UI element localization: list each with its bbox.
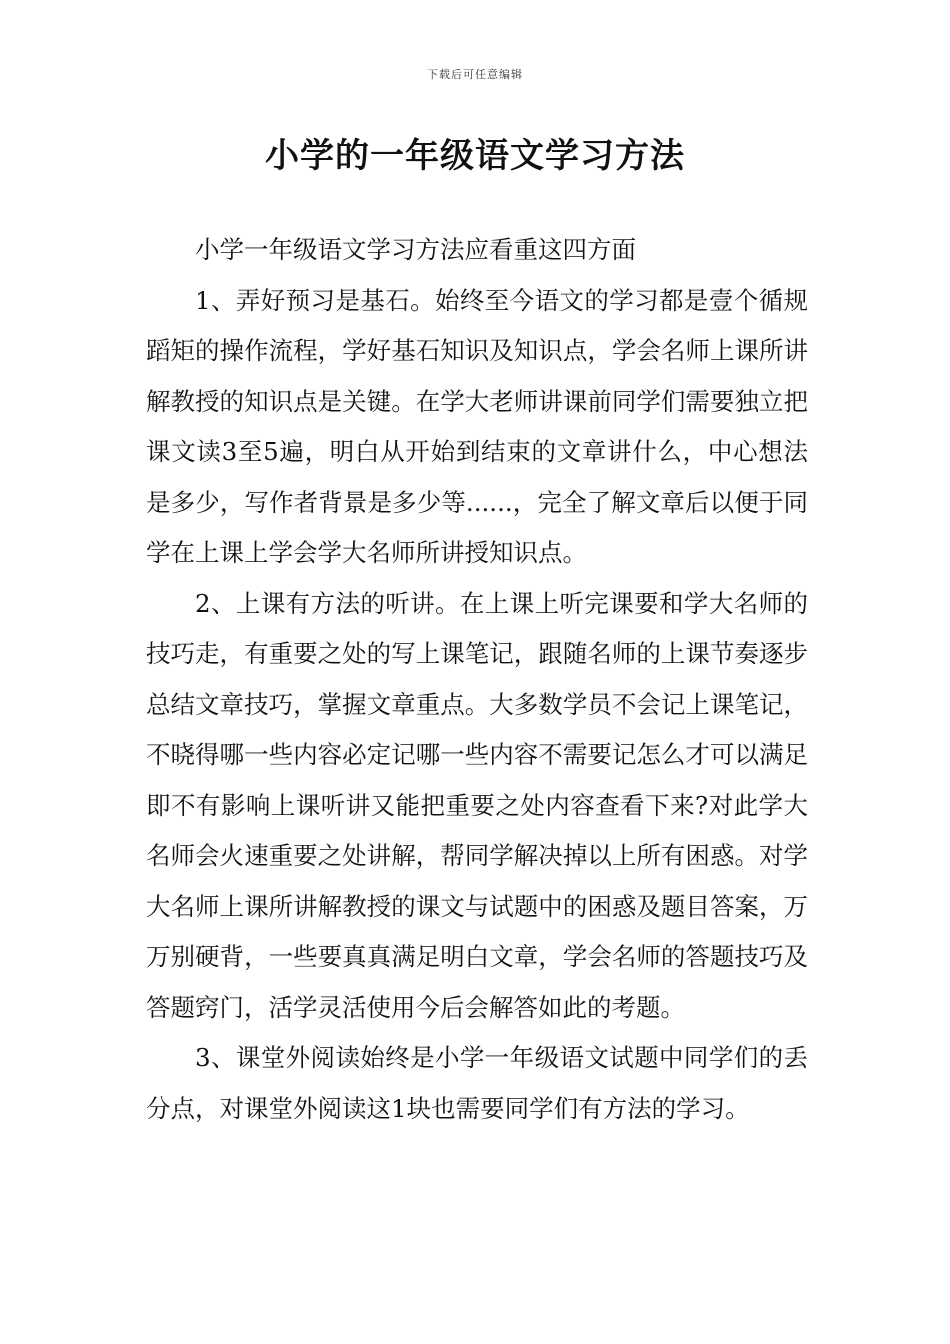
paragraph-intro: 小学一年级语文学习方法应看重这四方面 bbox=[195, 235, 636, 264]
document-body bbox=[146, 225, 808, 1134]
paragraph-preview: 1、弄好预习是基石。始终至今语文的学习都是壹个循规蹈矩的操作流程，学好基石知识及知识点，学会名师上课所讲解教授的知识点是关键。在学大老师讲课前同学们需要独立把课文读3至5遍，明白从开始到结束的文章讲什么，中心想法是多少，写作者背景是多少等......，完全了解文章后以便于同学在上课上学会学大名师所讲授知识点。 bbox=[146, 285, 808, 567]
paragraph-reading: 3、课堂外阅读始终是小学一年级语文试题中同学们的丢分点，对课堂外阅读这1块也需要同学们有方法的学习。 bbox=[146, 1043, 808, 1123]
paragraph-listening: 2、上课有方法的听讲。在上课上听完课要和学大名师的技巧走，有重要之处的写上课笔记，跟随名师的上课节奏逐步总结文章技巧，掌握文章重点。大多数学员不会记上课笔记，不晓得哪一些内容必定记哪一些内容不需要记怎么才可以满足即不有影响上课听讲又能把重要之处内容查看下来?对此学大名师会火速重要之处讲解，帮同学解决掉以上所有困惑。对学大名师上课所讲解教授的课文与试题中的困惑及题目答案，万万别硬背，一些要真真满足明白文章，学会名师的答题技巧及答题窍门，活学灵活使用今后会解答如此的考题。 bbox=[146, 588, 808, 1022]
document-title: 小学的一年级语文学习方法 bbox=[265, 136, 685, 176]
header-note: 下载后可任意编辑 bbox=[427, 68, 523, 81]
